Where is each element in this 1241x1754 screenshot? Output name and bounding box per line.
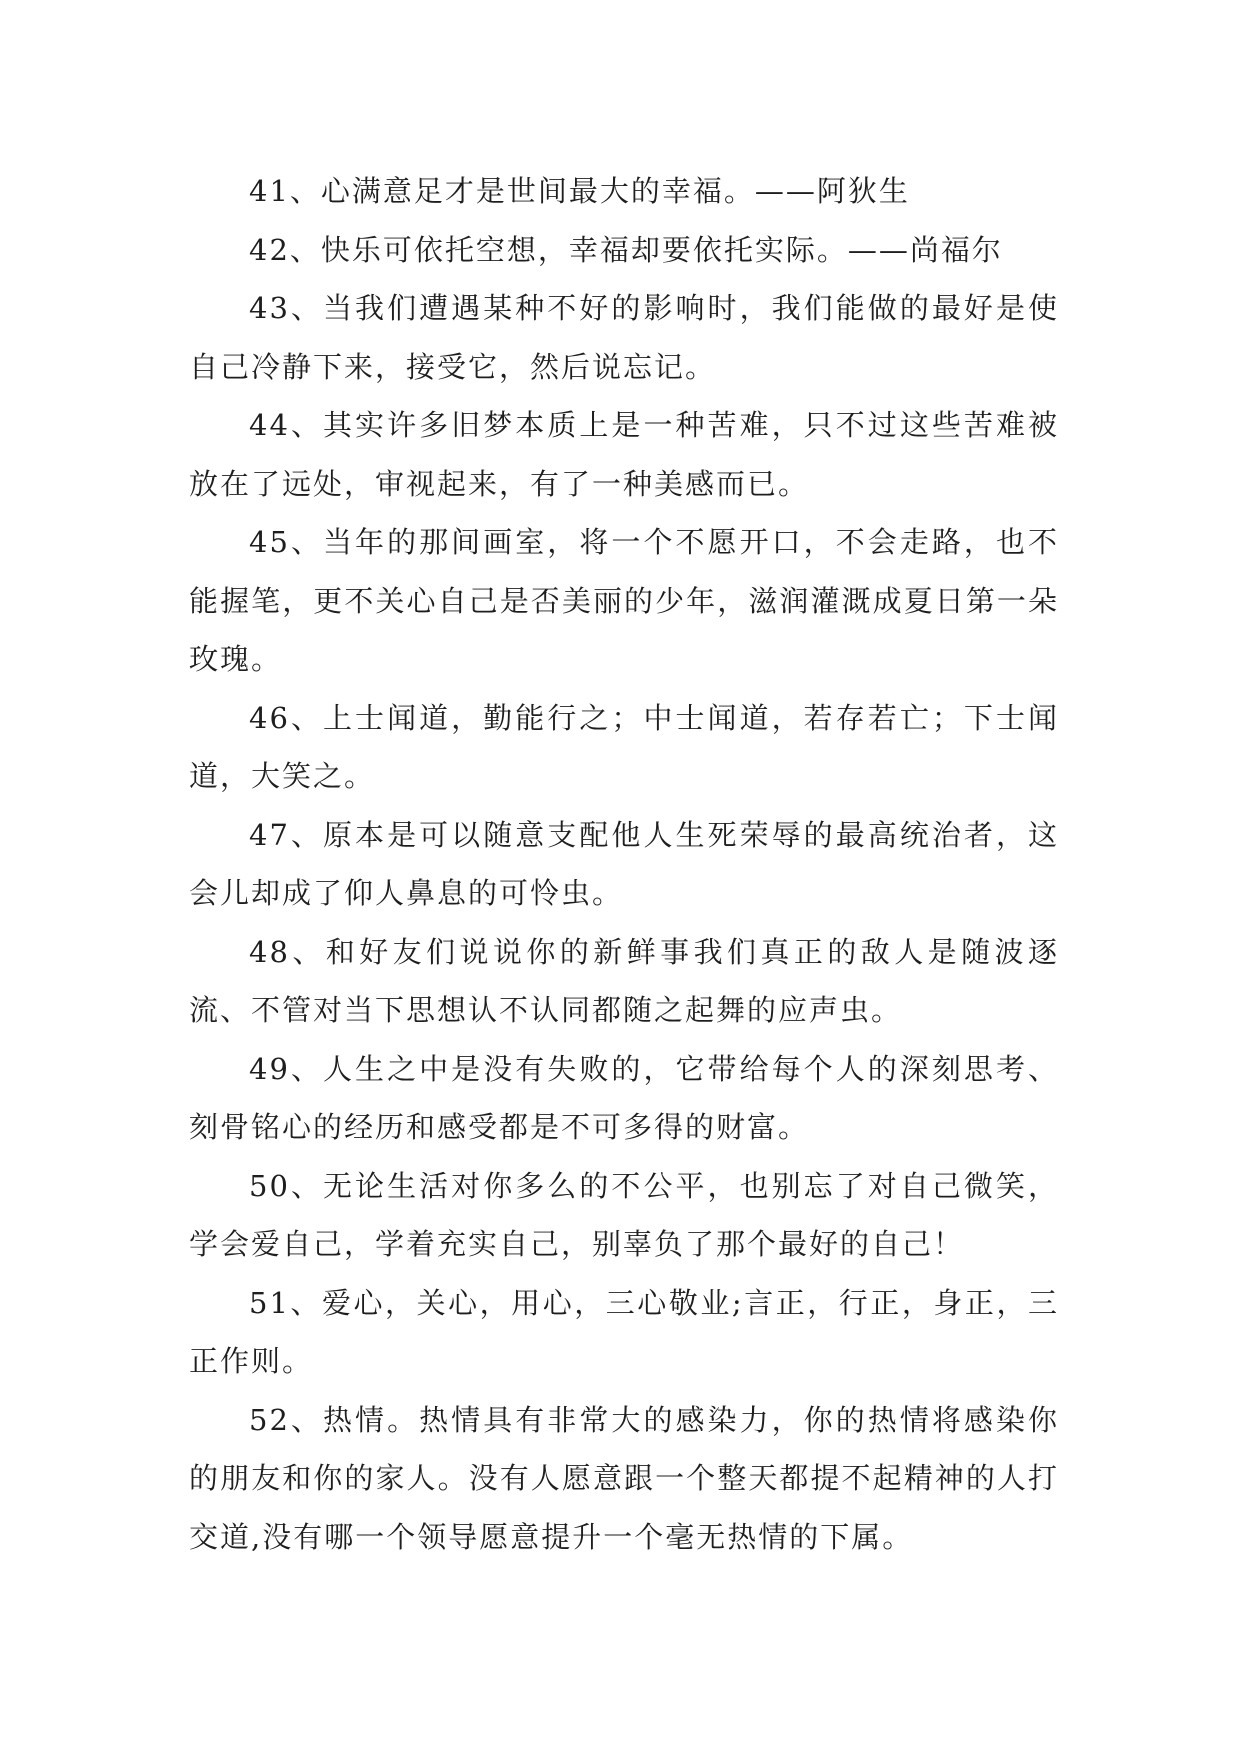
document-body	[189, 162, 1059, 1566]
quote-paragraph-42: 42、快乐可依托空想，幸福却要依托实际。——尚福尔	[249, 232, 1003, 267]
quote-paragraph-51: 51、爱心，关心，用心，三心敬业;言正，行正，身正，三正作则。	[189, 1285, 1059, 1378]
quote-paragraph-44: 44、其实许多旧梦本质上是一种苦难，只不过这些苦难被放在了远处，审视起来，有了一种美感而已。	[189, 408, 1059, 501]
quote-paragraph-43: 43、当我们遭遇某种不好的影响时，我们能做的最好是使自己冷静下来，接受它，然后说忘记。	[189, 291, 1059, 384]
quote-paragraph-50: 50、无论生活对你多么的不公平，也别忘了对自己微笑，学会爱自己，学着充实自己，别辜负了那个最好的自己！	[189, 1168, 1059, 1261]
quote-paragraph-52: 52、热情。热情具有非常大的感染力，你的热情将感染你的朋友和你的家人。没有人愿意跟一个整天都提不起精神的人打交道,没有哪一个领导愿意提升一个毫无热情的下属。	[189, 1402, 1059, 1554]
quote-paragraph-48: 48、和好友们说说你的新鲜事我们真正的敌人是随波逐流、不管对当下思想认不认同都随之起舞的应声虫。	[189, 934, 1059, 1027]
quote-paragraph-47: 47、原本是可以随意支配他人生死荣辱的最高统治者，这会儿却成了仰人鼻息的可怜虫。	[189, 817, 1059, 910]
quote-paragraph-41: 41、心满意足才是世间最大的幸福。——阿狄生	[249, 174, 910, 208]
quote-paragraph-49: 49、人生之中是没有失败的，它带给每个人的深刻思考、刻骨铭心的经历和感受都是不可多得的财富。	[189, 1051, 1059, 1144]
quote-paragraph-46: 46、上士闻道，勤能行之；中士闻道，若存若亡；下士闻道，大笑之。	[189, 700, 1059, 793]
quote-paragraph-45: 45、当年的那间画室，将一个不愿开口，不会走路，也不能握笔，更不关心自己是否美丽的少年，滋润灌溉成夏日第一朵玫瑰。	[189, 525, 1059, 676]
